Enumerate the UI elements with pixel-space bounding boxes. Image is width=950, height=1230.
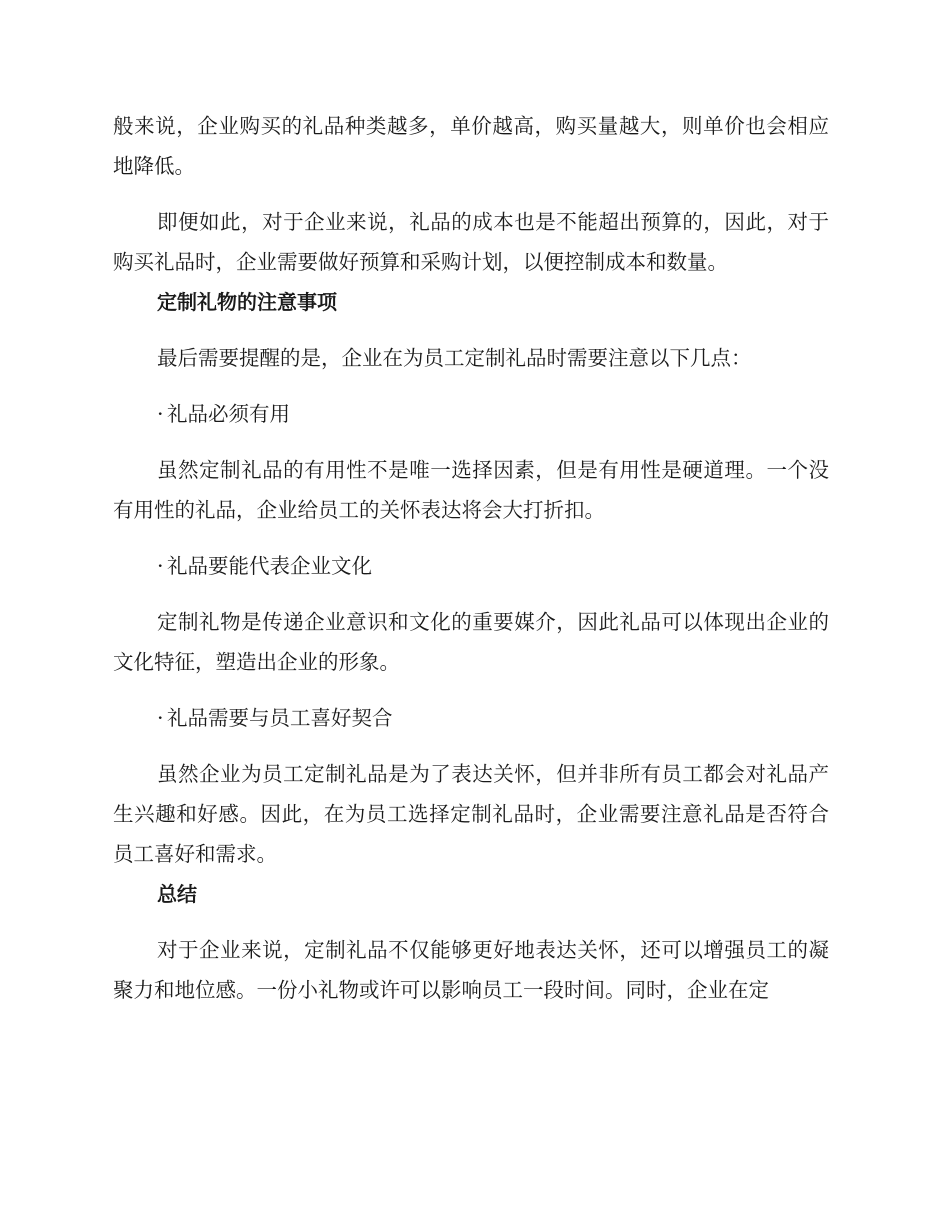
bullet-text: 礼品要能代表企业文化 [167,554,372,578]
bullet-marker: · [157,402,164,426]
paragraph-preference: 虽然企业为员工定制礼品是为了表达关怀，但并非所有员工都会对礼品产生兴趣和好感。因此，在为员工选择定制礼品时，企业需要注意礼品是否符合员工喜好和需求。 [113,762,829,866]
bullet-item-preference [113,698,829,738]
section-heading-custom-gift-notes: 定制礼物的注意事项 [157,290,337,314]
bullet-text: 礼品需要与员工喜好契合 [167,706,393,730]
bullet-item-culture [113,546,829,586]
bullet-marker: · [157,706,164,730]
document-page [113,106,829,1010]
section-heading-summary: 总结 [157,882,197,906]
paragraph-cost-note: 般来说，企业购买的礼品种类越多，单价越高，购买量越大，则单价也会相应地降低。 [113,114,829,178]
paragraph-summary: 对于企业来说，定制礼品不仅能够更好地表达关怀，还可以增强员工的凝聚力和地位感。一份小礼物或许可以影响员工一段时间。同时，企业在定 [113,938,829,1002]
paragraph-budget: 即便如此，对于企业来说，礼品的成本也是不能超出预算的，因此，对于购买礼品时，企业需要做好预算和采购计划，以便控制成本和数量。 [113,210,829,274]
paragraph-usefulness: 虽然定制礼品的有用性不是唯一选择因素，但是有用性是硬道理。一个没有用性的礼品，企业给员工的关怀表达将会大打折扣。 [113,458,829,522]
bullet-text: 礼品必须有用 [167,402,290,426]
paragraph-culture: 定制礼物是传递企业意识和文化的重要媒介，因此礼品可以体现出企业的文化特征，塑造出企业的形象。 [113,610,829,674]
paragraph-reminder: 最后需要提醒的是，企业在为员工定制礼品时需要注意以下几点： [157,346,752,370]
bullet-item-useful [113,394,829,434]
bullet-marker: · [157,554,164,578]
